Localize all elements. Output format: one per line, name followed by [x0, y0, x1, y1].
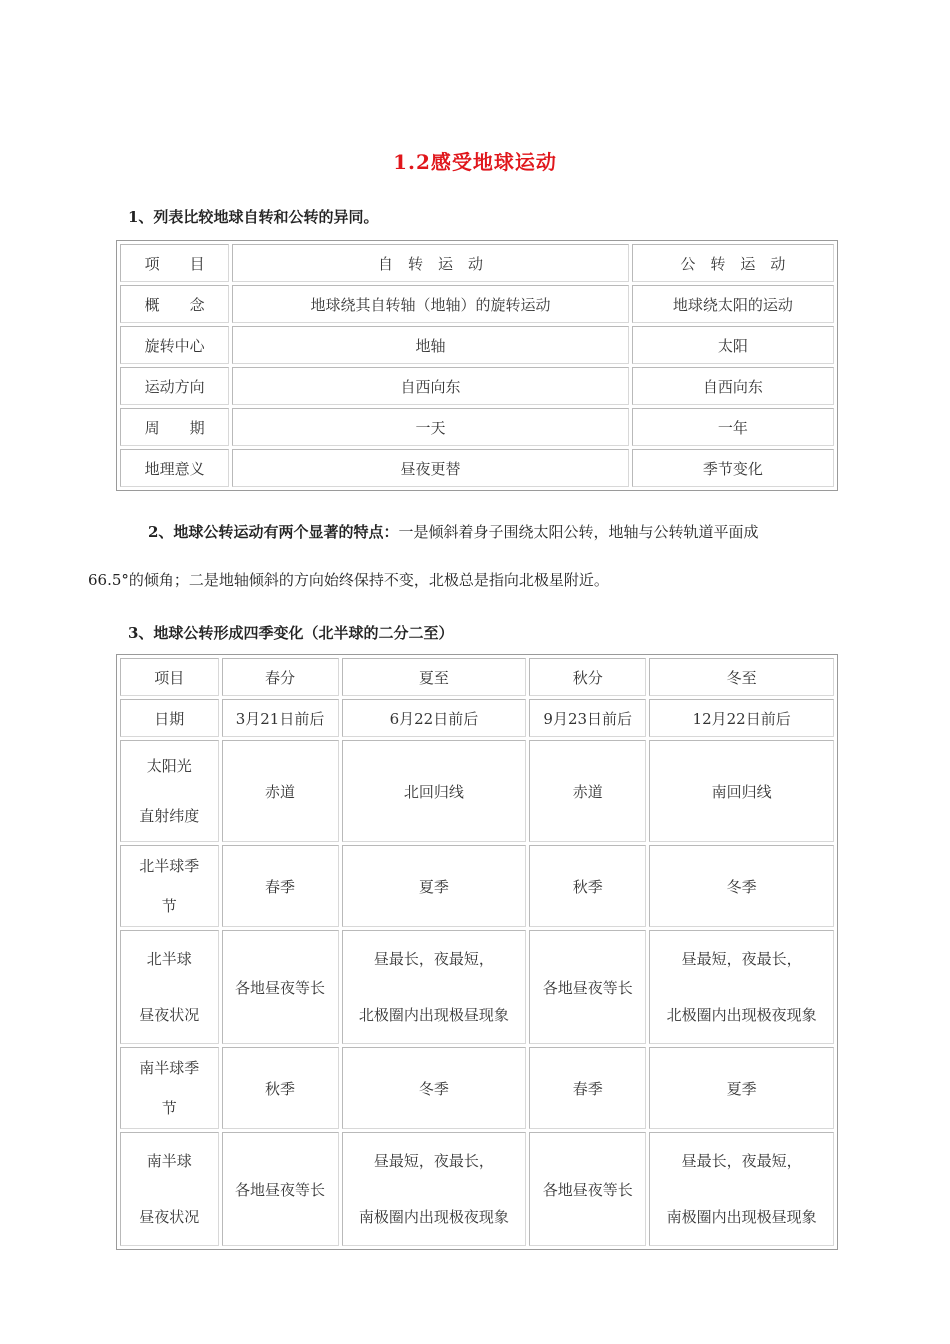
table-cell: 春季: [529, 1047, 646, 1129]
section-2-paragraph: [88, 508, 848, 604]
table-cell: 地轴: [232, 326, 628, 364]
row-label: 北半球季 节: [120, 845, 219, 927]
table-cell: 春季: [222, 845, 339, 927]
header-cell: 秋分: [529, 658, 646, 696]
table-row: [120, 699, 834, 737]
table-cell: 赤道: [222, 740, 339, 842]
row-label: 北半球 昼夜状况: [120, 930, 219, 1044]
table-header-row: [120, 244, 834, 282]
row-label: 南半球 昼夜状况: [120, 1132, 219, 1246]
table-row: [120, 740, 834, 842]
table-row: [120, 1047, 834, 1129]
table-cell: 各地昼夜等长: [222, 930, 339, 1044]
row-label: 旋转中心: [120, 326, 229, 364]
table-cell: 自西向东: [232, 367, 628, 405]
table-cell: 北回归线: [342, 740, 527, 842]
table-cell: 昼最长，夜最短， 北极圈内出现极昼现象: [342, 930, 527, 1044]
table-header-row: [120, 658, 834, 696]
table-cell: 昼最短，夜最长， 南极圈内出现极夜现象: [342, 1132, 527, 1246]
header-cell: 夏至: [342, 658, 527, 696]
header-cell: 自 转 运 动: [232, 244, 628, 282]
table-cell: 各地昼夜等长: [529, 1132, 646, 1246]
section-2-label: 2、地球公转运动有两个显著的特点：: [148, 523, 399, 541]
table-cell: 昼最短，夜最长， 北极圈内出现极夜现象: [649, 930, 834, 1044]
row-label: 周 期: [120, 408, 229, 446]
row-label: 南半球季 节: [120, 1047, 219, 1129]
table-row: [120, 285, 834, 323]
table-cell: 夏季: [649, 1047, 834, 1129]
section-3-heading: 3、地球公转形成四季变化（北半球的二分二至）: [128, 624, 454, 642]
section-2-text-line-2: 66.5°的倾角；二是地轴倾斜的方向始终保持不变，北极总是指向北极星附近。: [88, 571, 609, 589]
table-cell: 昼最长，夜最短， 南极圈内出现极昼现象: [649, 1132, 834, 1246]
table-cell: 赤道: [529, 740, 646, 842]
table-cell: 12月22日前后: [649, 699, 834, 737]
table-row: [120, 845, 834, 927]
table-row: [120, 367, 834, 405]
table-cell: 6月22日前后: [342, 699, 527, 737]
table-cell: 地球绕太阳的运动: [632, 285, 834, 323]
header-cell: 公 转 运 动: [632, 244, 834, 282]
table-cell: 自西向东: [632, 367, 834, 405]
table-cell: 南回归线: [649, 740, 834, 842]
table-cell: 一天: [232, 408, 628, 446]
header-cell: 春分: [222, 658, 339, 696]
table-row: [120, 326, 834, 364]
table-cell: 各地昼夜等长: [529, 930, 646, 1044]
table-cell: 太阳: [632, 326, 834, 364]
page-title: 1.2感受地球运动: [393, 150, 557, 174]
header-cell: 项 目: [120, 244, 229, 282]
table-cell: 地球绕其自转轴（地轴）的旋转运动: [232, 285, 628, 323]
table-cell: 9月23日前后: [529, 699, 646, 737]
header-cell: 项目: [120, 658, 219, 696]
table-cell: 各地昼夜等长: [222, 1132, 339, 1246]
row-label: 太阳光 直射纬度: [120, 740, 219, 842]
table-cell: 秋季: [222, 1047, 339, 1129]
four-seasons-table: [116, 654, 838, 1250]
row-label: 日期: [120, 699, 219, 737]
rotation-revolution-table: [116, 240, 838, 491]
header-cell: 冬至: [649, 658, 834, 696]
table-cell: 夏季: [342, 845, 527, 927]
table-row: [120, 408, 834, 446]
table-cell: 冬季: [649, 845, 834, 927]
table-cell: 3月21日前后: [222, 699, 339, 737]
row-label: 地理意义: [120, 449, 229, 487]
row-label: 概 念: [120, 285, 229, 323]
table-row: [120, 449, 834, 487]
table-row: [120, 1132, 834, 1246]
table-cell: 冬季: [342, 1047, 527, 1129]
table-cell: 秋季: [529, 845, 646, 927]
table-cell: 一年: [632, 408, 834, 446]
section-1-heading: 1、列表比较地球自转和公转的异同。: [128, 208, 379, 226]
section-2-text-line-1: 一是倾斜着身子围绕太阳公转，地轴与公转轨道平面成: [398, 523, 759, 541]
table-cell: 昼夜更替: [232, 449, 628, 487]
table-row: [120, 930, 834, 1044]
row-label: 运动方向: [120, 367, 229, 405]
table-cell: 季节变化: [632, 449, 834, 487]
